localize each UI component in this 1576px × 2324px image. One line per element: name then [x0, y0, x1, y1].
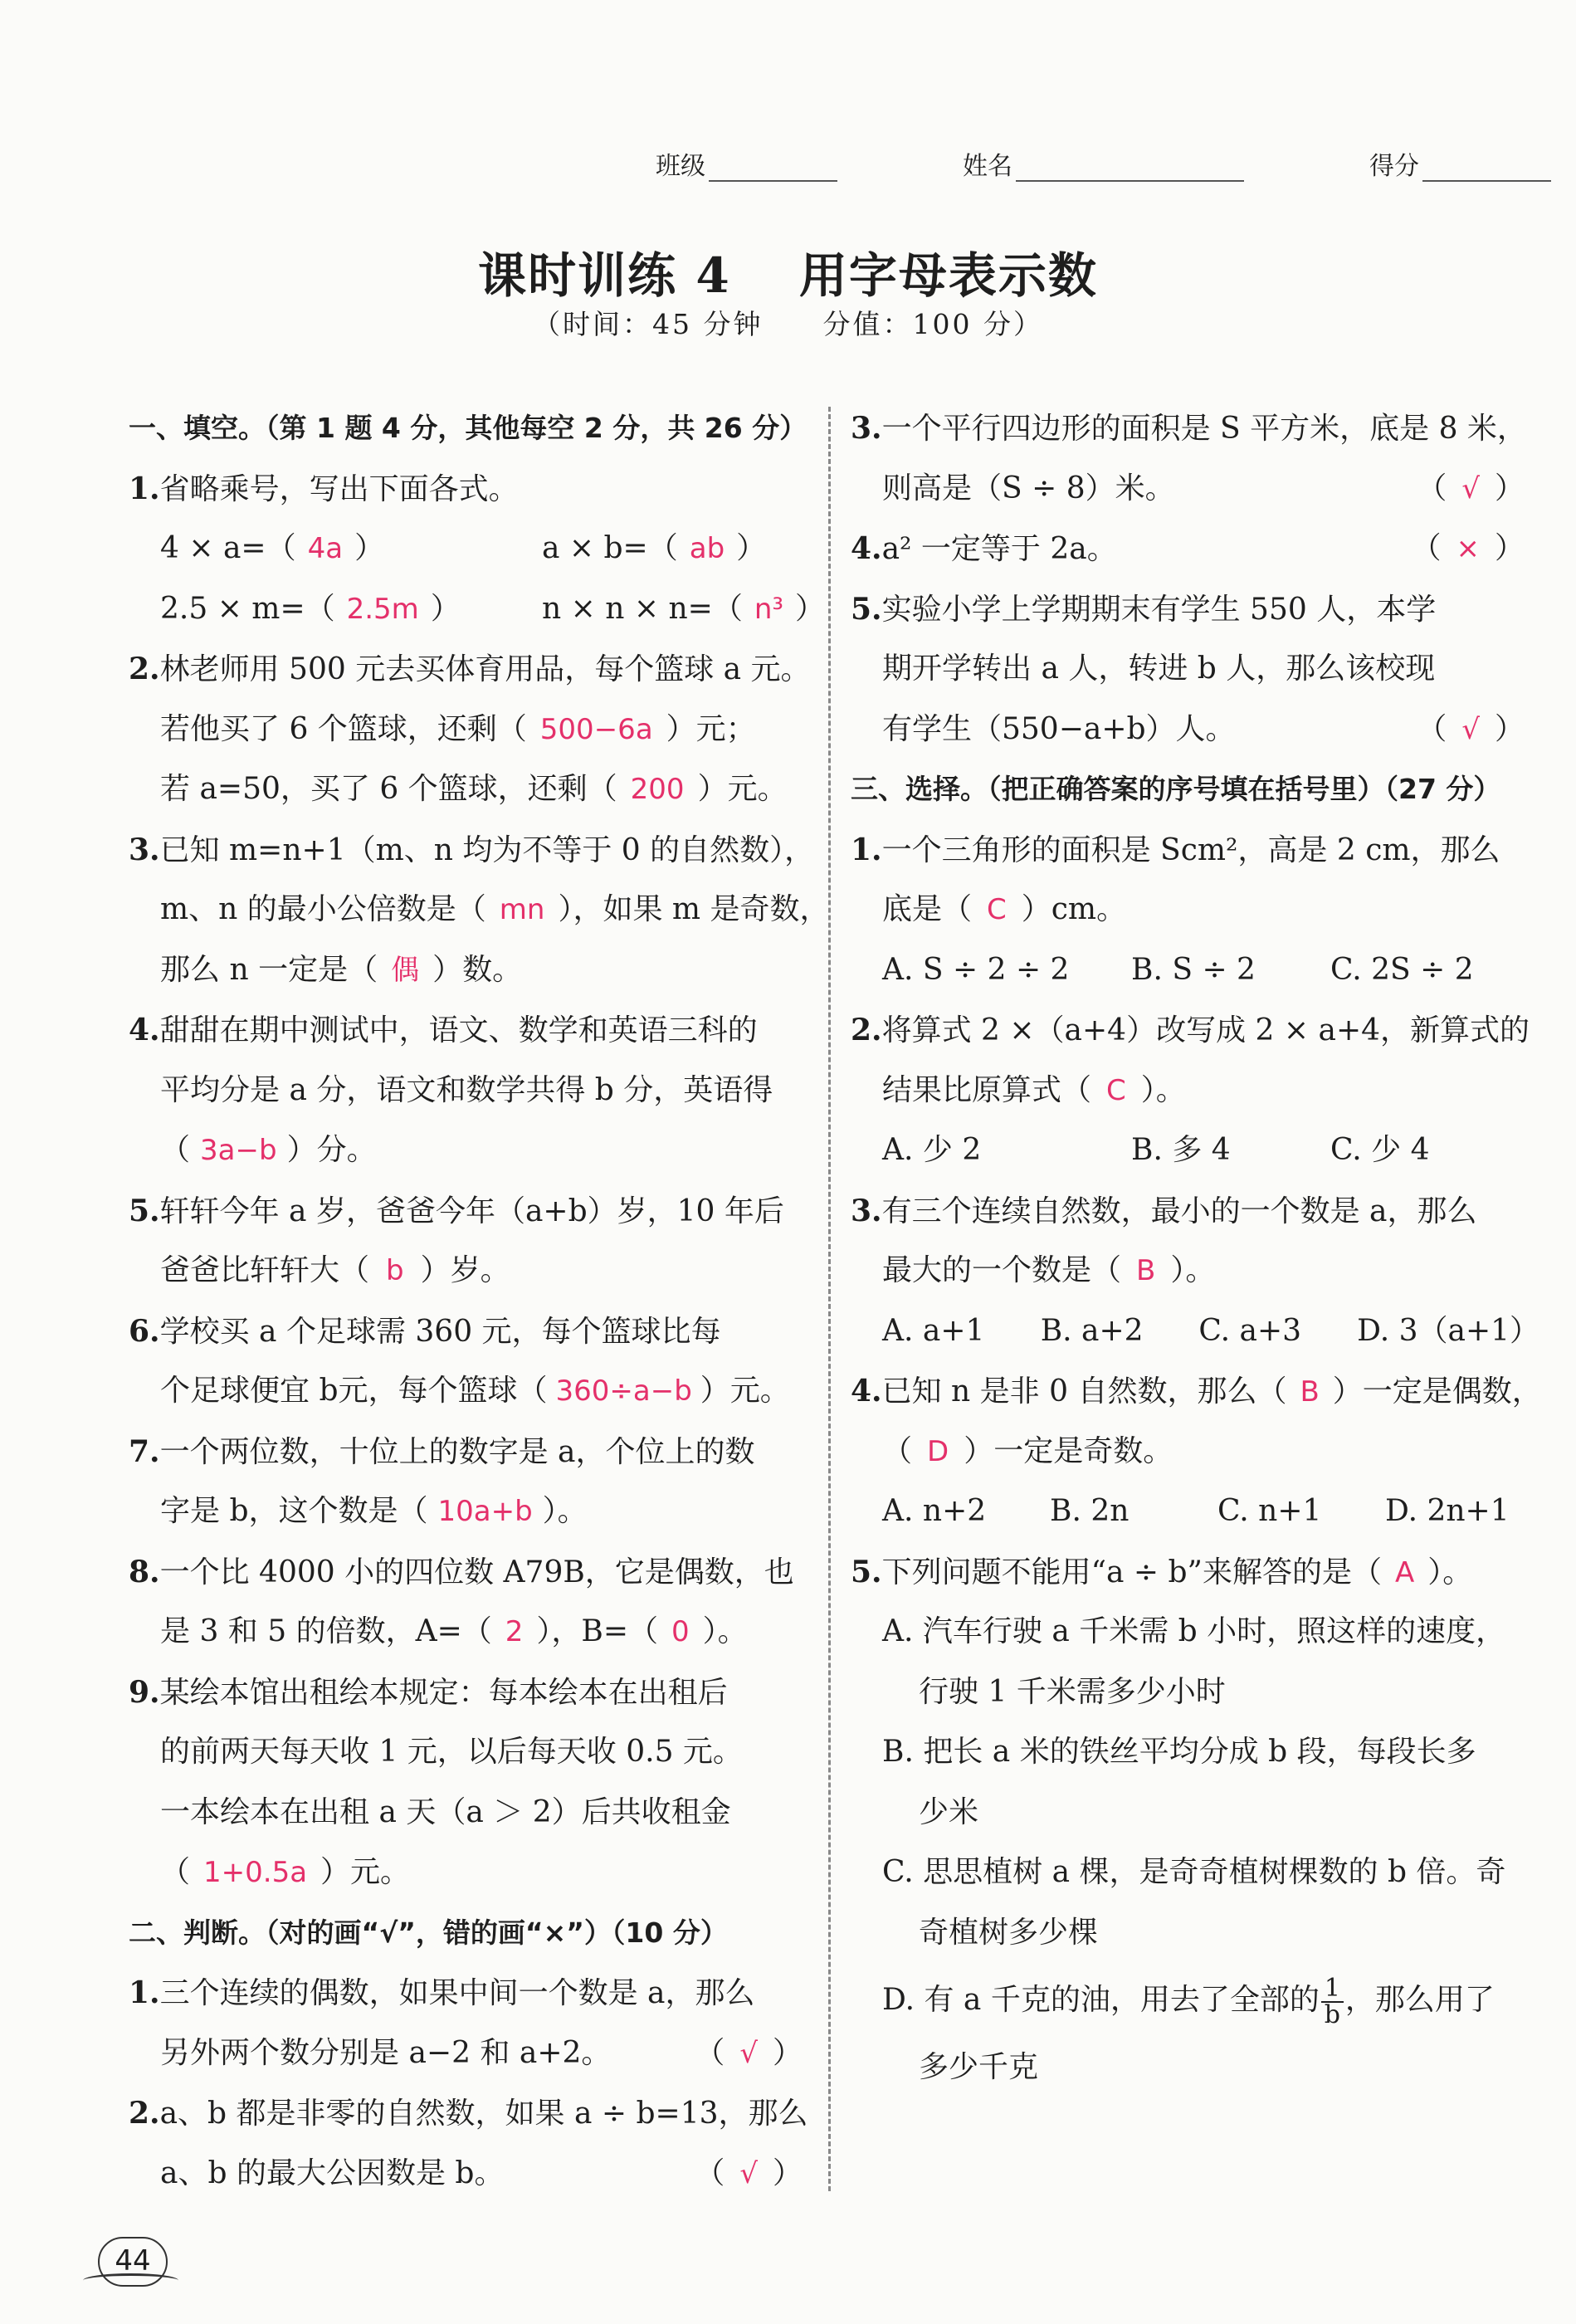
option-c: C. n+1: [1217, 1494, 1322, 1528]
name-blank[interactable]: [1016, 157, 1244, 182]
name-label: 姓名: [963, 152, 1012, 181]
choice-3: 3.有三个连续自然数，最小的一个数是 a，那么: [851, 1193, 1477, 1228]
option-c: C. 2S ÷ 2: [1330, 952, 1474, 987]
answer: D: [927, 1434, 949, 1468]
option-b: B. 多 4: [1131, 1133, 1231, 1167]
answer: 10a+b: [437, 1495, 533, 1528]
page-number: 44: [98, 2237, 168, 2287]
score-blank[interactable]: [1422, 157, 1551, 182]
student-info-fields: [0, 145, 1576, 187]
answer: b: [386, 1254, 404, 1287]
right-column: 3.一个平行四边形的面积是 S 平方米，底是 8 米， 则高是（S ÷ 8）米。 （ √ ） 4.a² 一定等于 2a。 （ × ） 5.实验小学上学期期末有学生 550 人，本学 期开学转出 a 人，转进 b 人，那么该校现 有学生（550−a+b）人。 （ √ ） 三、选择。（把正确答案的序号填在括号里）（27 分） 1.一个三角形的面积是 Scm²，高是 2 cm，那么 底是（ C ）cm。 A. S ÷ 2 ÷ 2 B. S ÷ 2 C. 2S ÷ 2 2.将算式 2 ×（a+4）改写成 2 × a+4，新算式的 结果比原算式（ C ）。 A. 少 2 B. 多 4 C. 少 4 3.有三个连续自然数，最小的一个数是 a，那么 最大的一个数是（ B ）。 A. a+1 B. a+2 C. a+3 D. 3（a+1） 4.已知 n 是非 0 自然数，那么（ B ）一定是偶数， （ D ）一定是奇数。 A. n+2 B. 2n C. n+1 D. 2n+1 5.下列问题不能用“a ÷ b”来解答的是（ A ）。 A. 汽车行驶 a 千米需 b 小时，照这样的速度， 行驶 1 千米需多少小时 B. 把长 a 米的铁丝平均分成 b 段，每段长多 少米 C. 思思植树 a 棵，是奇奇植树棵数的 b 倍。奇 奇植树多少棵 D. 有 a 千克的油，用去了全部的 $\frac{1}{b}$ ，那么用了 多少千克: [851, 398, 1539, 2098]
judge-mark: （ × ）: [1411, 531, 1525, 565]
answer: 360÷a−b: [555, 1374, 692, 1408]
question-9: 9.某绘本馆出租绘本规定：每本绘本在出租后: [129, 1674, 728, 1710]
answer: 偶: [391, 953, 420, 987]
choice-5-option-c: C. 思思植树 a 棵，是奇奇植树棵数的 b 倍。奇: [882, 1855, 1506, 1889]
choice-5-option-a: A. 汽车行驶 a 千米需 b 小时，照这样的速度，: [882, 1614, 1506, 1648]
choice-1-options: [851, 940, 1539, 1001]
section-2-heading: 二、判断。（对的画“√”，错的画“×”）（10 分）: [129, 1916, 728, 1949]
answer: 2: [505, 1615, 524, 1648]
question-7: 7.一个两位数，十位上的数字是 a，个位上的数: [129, 1433, 755, 1469]
option-d: D. 2n+1: [1385, 1494, 1510, 1528]
question-4: 4.甜甜在期中测试中，语文、数学和英语三科的: [129, 1013, 758, 1047]
choice-2-options: [851, 1120, 1539, 1181]
option-a: A. S ÷ 2 ÷ 2: [882, 952, 1070, 987]
judge-mark: （ √ ）: [1417, 711, 1525, 746]
question-3: 3.已知 m=n+1（m、n 均为不等于 0 的自然数），: [129, 832, 815, 867]
answer: B: [1300, 1375, 1320, 1409]
question-5: 5.轩轩今年 a 岁，爸爸今年（a+b）岁，10 年后: [129, 1193, 784, 1228]
question-1: 1.省略乘号，写出下面各式。: [129, 471, 519, 506]
answer: 500−6a: [539, 712, 653, 746]
question-1-row-a: 4 × a=（ 4a ） a × b=（ ab ）: [160, 531, 767, 565]
answer: A: [1394, 1555, 1415, 1589]
question-8: 8.一个比 4000 小的四位数 A79B，它是偶数，也: [129, 1554, 794, 1589]
option-d: D. 3（a+1）: [1357, 1313, 1540, 1348]
answer: 4a: [307, 532, 344, 565]
class-field[interactable]: [656, 145, 837, 182]
option-b: B. a+2: [1040, 1313, 1144, 1348]
judge-4: 4.a² 一定等于 2a。 （ × ）: [851, 519, 1539, 579]
answer: C: [987, 893, 1007, 926]
score-label: 得分: [1369, 152, 1419, 181]
answer: n³: [754, 592, 784, 626]
choice-4: 4.已知 n 是非 0 自然数，那么（ B ）一定是偶数，: [851, 1374, 1542, 1409]
section-1-heading: 一、填空。（第 1 题 4 分，其他每空 2 分，共 26 分）: [129, 412, 808, 444]
answer: 200: [630, 773, 685, 806]
score-field[interactable]: [1369, 145, 1551, 182]
judge-mark: （ √ ）: [695, 2035, 803, 2070]
option-a: A. n+2: [882, 1494, 987, 1528]
option-c: C. a+3: [1198, 1313, 1302, 1348]
answer: 1+0.5a: [203, 1856, 308, 1889]
judge-1: 1.三个连续的偶数，如果中间一个数是 a，那么: [129, 1975, 755, 2010]
question-1-row-b: 2.5 × m=（ 2.5m ） n × n × n=（ n³ ）: [160, 591, 826, 626]
option-b: B. 2n: [1050, 1494, 1130, 1528]
choice-5-option-b: B. 把长 a 米的铁丝平均分成 b 段，每段长多: [882, 1735, 1476, 1769]
column-divider: [828, 407, 831, 2191]
answer: 2.5m: [346, 592, 419, 626]
answer: B: [1136, 1254, 1156, 1287]
answer: C: [1106, 1073, 1126, 1107]
judge-2: 2.a、b 都是非零的自然数，如果 a ÷ b=13，那么: [129, 2096, 808, 2131]
fraction: $\frac{1}{b}$: [1321, 1976, 1344, 2028]
question-6: 6.学校买 a 个足球需 360 元，每个篮球比每: [129, 1313, 721, 1349]
answer: 0: [671, 1615, 690, 1648]
class-label: 班级: [656, 152, 705, 181]
name-field[interactable]: [963, 145, 1244, 182]
answer: ab: [689, 532, 725, 565]
class-blank[interactable]: [709, 157, 837, 182]
choice-3-options: [851, 1301, 1539, 1362]
choice-4-options: [851, 1482, 1539, 1542]
option-a: A. 少 2: [882, 1133, 982, 1167]
judge-5: 5.实验小学上学期期末有学生 550 人，本学: [851, 591, 1437, 627]
answer: 3a−b: [200, 1134, 277, 1167]
option-c: C. 少 4: [1330, 1133, 1430, 1167]
answer: mn: [499, 893, 545, 926]
section-3-heading: 三、选择。（把正确答案的序号填在括号里）（27 分）: [851, 773, 1501, 805]
judge-mark: （ √ ）: [1417, 471, 1525, 505]
lesson-title: 课时训练 4 用字母表示数: [478, 247, 1098, 304]
choice-1: 1.一个三角形的面积是 Scm²，高是 2 cm，那么: [851, 832, 1500, 867]
left-column: 一、填空。（第 1 题 4 分，其他每空 2 分，共 26 分） 1.省略乘号，写出下面各式。 4 × a=（ 4a ） a × b=（ ab ） 2.5 × m=（ 2.5m ） n × n × n=（ n³ ） 2.林老师用 500 元去买体育用品，每个篮球 a 元。 若他买了 6 个篮球，还剩（ 500−6a ）元； 若 a=50，买了 6 个篮球，还剩（ 200 ）元。 3.已知 m=n+1（m、n 均为不等于 0 的自然数）， m、n 的最小公倍数是（ mn ），如果 m 是奇数， 那么 n 一定是（ 偶 ）数。 4.甜甜在期中测试中，语文、数学和英语三科的 平均分是 a 分，语文和数学共得 b 分，英语得 （ 3a−b ）分。 5.轩轩今年 a 岁，爸爸今年（a+b）岁，10 年后 爸爸比轩轩大（ b ）岁。 6.学校买 a 个足球需 360 元，每个篮球比每 个足球便宜 b元，每个篮球（ 360÷a−b ）元。 7.一个两位数，十位上的数字是 a，个位上的数 字是 b，这个数是（ 10a+b ）。 8.一个比 4000 小的四位数 A79B，它是偶数，也 是 3 和 5 的倍数，A=（ 2 ），B=（ 0 ）。 9.某绘本馆出租绘本规定：每本绘本在出租后 的前两天每天收 1 元，以后每天收 0.5 元。 一本绘本在出租 a 天（a ＞ 2）后共收租金 （ 1+0.5a ）元。 二、判断。（对的画“√”，错的画“×”）（10 分） 1.三个连续的偶数，如果中间一个数是 a，那么 另外两个数分别是 a−2 和 a+2。 （ √ ） 2.a、b 都是非零的自然数，如果 a ÷ b=13，那么 a、b 的最大公因数是 b。 （ √ ）: [129, 398, 817, 2204]
choice-2: 2.将算式 2 ×（a+4）改写成 2 × a+4，新算式的: [851, 1013, 1530, 1047]
lesson-subtitle: （时间：45 分钟 分值：100 分）: [533, 308, 1043, 340]
question-2: 2.林老师用 500 元去买体育用品，每个篮球 a 元。: [129, 652, 811, 686]
judge-mark: （ √ ）: [695, 2156, 803, 2190]
choice-5-option-d: D. 有 a 千克的油，用去了全部的 $\frac{1}{b}$ ，那么用了: [882, 1974, 1495, 2029]
option-b: B. S ÷ 2: [1131, 952, 1256, 987]
option-a: A. a+1: [882, 1313, 985, 1348]
page-number-badge: [83, 2237, 178, 2287]
choice-5: 5.下列问题不能用“a ÷ b”来解答的是（ A ）。: [851, 1554, 1473, 1589]
judge-3: 3.一个平行四边形的面积是 S 平方米，底是 8 米，: [851, 411, 1527, 446]
